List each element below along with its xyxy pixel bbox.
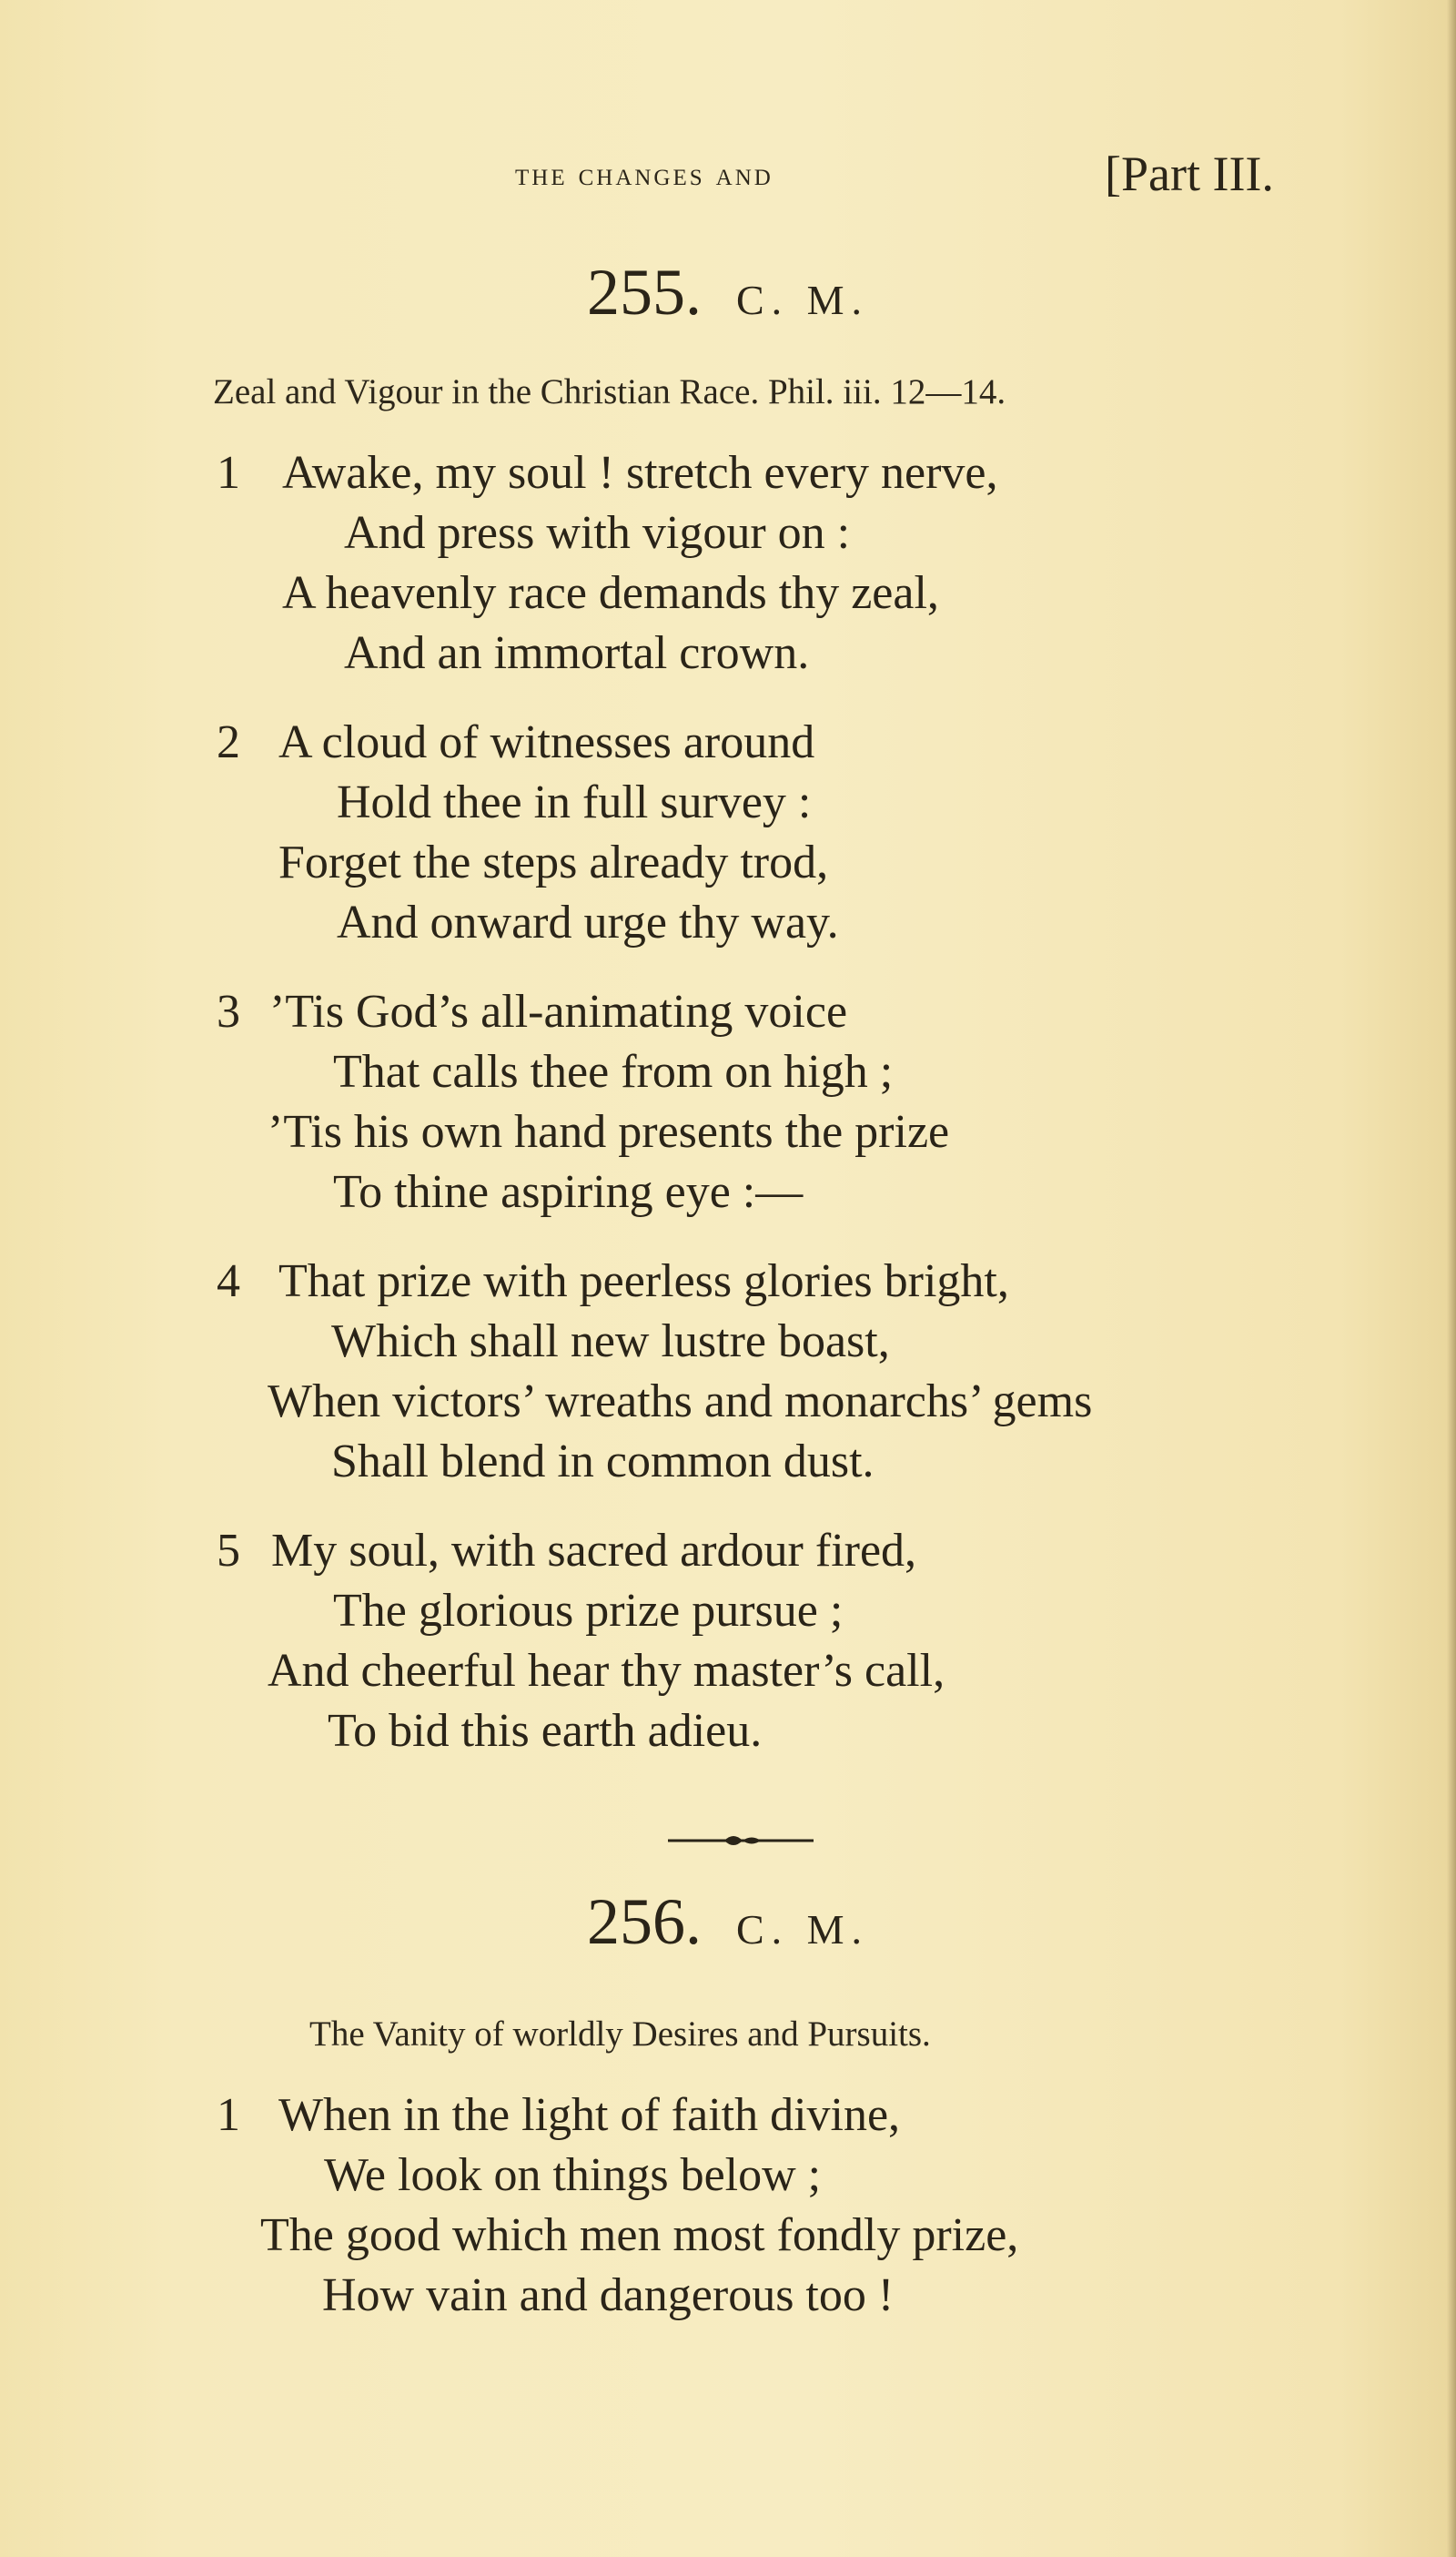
verse-line: Awake, my soul ! stretch every nerve, (282, 447, 998, 499)
hymn-number: 255. (586, 256, 702, 329)
verse-line: ’Tis God’s all-animating voice (269, 986, 848, 1038)
verse-line: The glorious prize pursue ; (333, 1585, 844, 1637)
verse-line: A heavenly race demands thy zeal, (282, 567, 939, 619)
verse-line: That calls thee from on high ; (333, 1046, 894, 1098)
running-head-title: the changes and (515, 156, 774, 192)
verse-line: Forget the steps already trod, (278, 837, 829, 888)
stanza-number: 1 (217, 2089, 240, 2141)
verse-line: When victors’ wreaths and monarchs’ gems (268, 1375, 1093, 1427)
verse-line: When in the light of faith divine, (278, 2089, 901, 2141)
verse-line: And cheerful hear thy master’s call, (268, 1645, 945, 1697)
hymn-subtitle: The Vanity of worldly Desires and Pursuits. (309, 2014, 931, 2054)
verse-line: And press with vigour on : (344, 507, 851, 559)
verse-line: And onward urge thy way. (337, 897, 839, 949)
verse-line: Hold thee in full survey : (337, 776, 812, 828)
page-edge-shadow (1447, 0, 1456, 2557)
verse-line: ’Tis his own hand presents the prize (268, 1106, 950, 1158)
running-head-part: [Part III. (1105, 147, 1274, 201)
verse-line: Which shall new lustre boast, (331, 1315, 890, 1367)
hymn-metre: C. M. (735, 1906, 870, 1953)
verse-line: That prize with peerless glories bright, (278, 1255, 1009, 1307)
verse-line: And an immortal crown. (344, 627, 810, 679)
verse-line: To thine aspiring eye :— (333, 1166, 804, 1218)
verse-line: How vain and dangerous too ! (322, 2269, 895, 2321)
verse-line: Shall blend in common dust. (331, 1436, 875, 1487)
stanza-number: 2 (217, 716, 240, 768)
verse-line: The good which men most fondly prize, (260, 2209, 1019, 2261)
stanza-number: 4 (217, 1255, 240, 1307)
hymn-heading (0, 255, 1456, 330)
verse-line: To bid this earth adieu. (328, 1705, 763, 1757)
stanza-number: 5 (217, 1525, 240, 1577)
section-divider-ornament (668, 1832, 814, 1850)
stanza-number: 3 (217, 986, 240, 1038)
hymn-subtitle: Zeal and Vigour in the Christian Race. Phil. iii. 12—14. (213, 372, 1006, 411)
hymn-heading (0, 1884, 1456, 1960)
stanza-number: 1 (217, 447, 240, 499)
verse-line: We look on things below ; (324, 2149, 822, 2201)
verse-line: A cloud of witnesses around (278, 716, 815, 768)
running-head (0, 146, 1456, 200)
verse-line: My soul, with sacred ardour fired, (271, 1525, 917, 1577)
hymn-number: 256. (586, 1885, 702, 1958)
hymn-metre: C. M. (735, 277, 870, 323)
